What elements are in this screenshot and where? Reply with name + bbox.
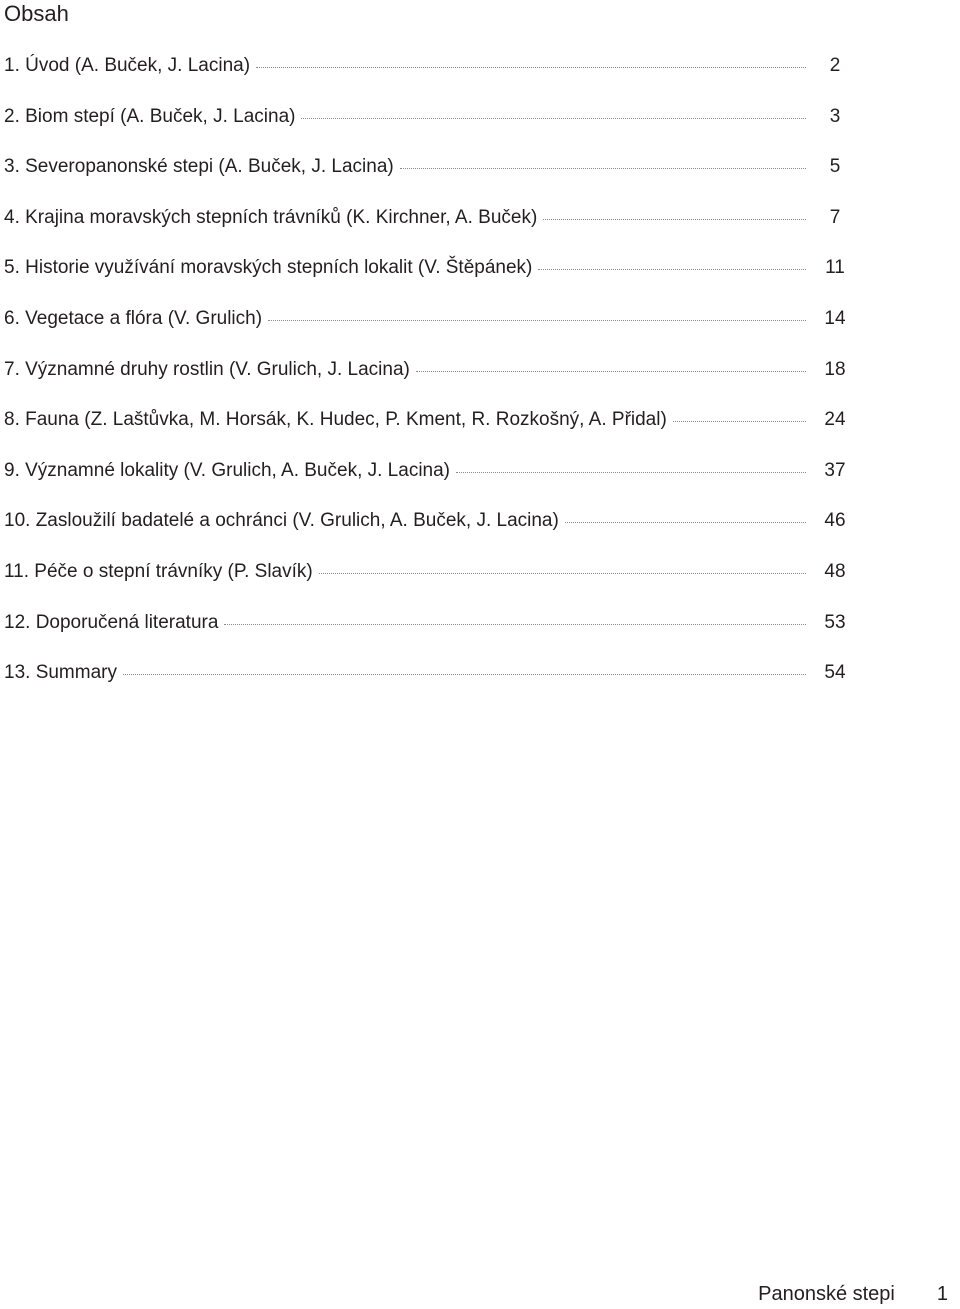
toc-entry-3[interactable] — [4, 154, 850, 205]
toc-entry-title: 5. Historie využívání moravských stepních lokalit (V. Štěpánek) — [4, 257, 533, 279]
dot-leader — [301, 118, 806, 119]
toc-entry-title: 10. Zasloužilí badatelé a ochránci (V. Grulich, A. Buček, J. Lacina) — [4, 510, 559, 532]
toc-entry-page: 24 — [824, 409, 846, 431]
toc-entry-page: 2 — [829, 55, 841, 76]
dot-leader — [538, 269, 806, 270]
dot-leader — [123, 674, 806, 675]
toc-entry-page: 3 — [829, 105, 841, 127]
toc-entry-13[interactable] — [4, 660, 850, 711]
dot-leader — [673, 421, 806, 422]
footer-page-number: 1 — [936, 1283, 948, 1305]
dot-leader — [543, 219, 806, 220]
dot-leader — [319, 573, 806, 574]
toc-entry-title: 6. Vegetace a flóra (V. Grulich) — [4, 307, 263, 329]
toc-entry-2[interactable] — [4, 104, 850, 155]
toc-entry-8[interactable] — [4, 407, 850, 458]
toc-entry-page: 5 — [829, 156, 841, 178]
toc-entry-title: 3. Severopanonské stepi (A. Buček, J. Lacina) — [4, 156, 394, 178]
dot-leader — [565, 522, 806, 523]
toc-entry-1[interactable] — [4, 53, 850, 104]
page-title: Obsah — [4, 1, 69, 26]
toc-entry-4[interactable] — [4, 205, 850, 256]
toc-entry-title: 11. Péče o stepní trávníky (P. Slavík) — [4, 560, 313, 582]
toc-entry-title: 1. Úvod (A. Buček, J. Lacina) — [4, 55, 251, 76]
toc-entry-12[interactable] — [4, 610, 850, 661]
toc-entry-title: 4. Krajina moravských stepních trávníků (K. Kirchner, A. Buček) — [4, 206, 538, 228]
toc-entry-5[interactable] — [4, 255, 850, 306]
footer-publication-title: Panonské stepi — [758, 1283, 895, 1305]
table-of-contents — [4, 53, 850, 711]
toc-entry-title: 9. Významné lokality (V. Grulich, A. Buček, J. Lacina) — [4, 459, 450, 481]
dot-leader — [256, 67, 806, 68]
toc-entry-page: 46 — [824, 510, 846, 532]
toc-entry-7[interactable] — [4, 357, 850, 408]
toc-entry-title: 7. Významné druhy rostlin (V. Grulich, J. Lacina) — [4, 358, 410, 380]
dot-leader — [456, 472, 806, 473]
dot-leader — [416, 371, 806, 372]
toc-entry-page: 53 — [824, 611, 846, 633]
toc-entry-title: 12. Doporučená literatura — [4, 611, 219, 633]
toc-entry-11[interactable] — [4, 559, 850, 610]
toc-entry-page: 37 — [824, 459, 846, 481]
page-footer — [758, 1281, 948, 1307]
toc-entry-page: 48 — [824, 560, 846, 582]
toc-entry-title: 13. Summary — [4, 662, 117, 684]
dot-leader — [268, 320, 806, 321]
toc-entry-6[interactable] — [4, 306, 850, 357]
toc-entry-title: 8. Fauna (Z. Laštůvka, M. Horsák, K. Hudec, P. Kment, R. Rozkošný, A. Přidal) — [4, 409, 667, 431]
toc-entry-page: 18 — [824, 358, 846, 380]
toc-entry-9[interactable] — [4, 458, 850, 509]
toc-entry-page: 14 — [824, 307, 846, 329]
toc-entry-page: 54 — [824, 662, 846, 684]
dot-leader — [224, 624, 806, 625]
toc-entry-page: 7 — [829, 206, 841, 228]
toc-entry-title: 2. Biom stepí (A. Buček, J. Lacina) — [4, 105, 296, 127]
toc-entry-10[interactable] — [4, 508, 850, 559]
dot-leader — [400, 168, 806, 169]
toc-entry-page: 11 — [825, 257, 845, 279]
